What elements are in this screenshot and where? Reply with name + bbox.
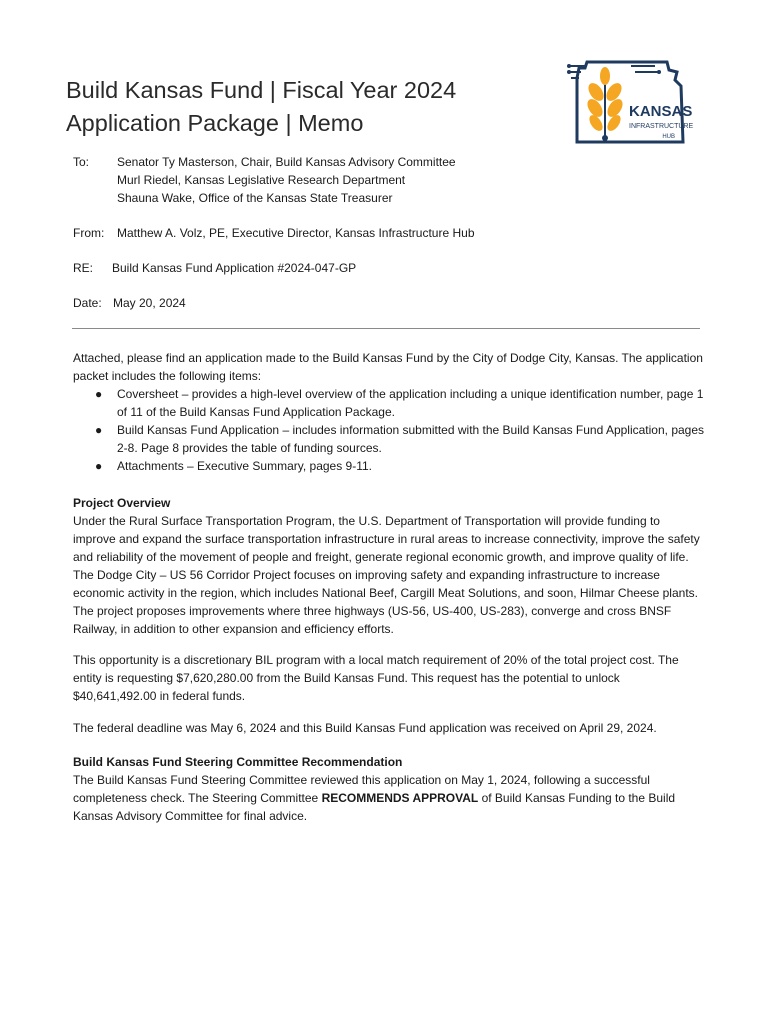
recommendation-text-before: The Build Kansas Fund Steering Committee reviewed this application on May 1, 2024, following a successful completeness check. The Steering Committee (73, 773, 650, 805)
bullet-text-2: Build Kansas Fund Application – includes information submitted with the Build Kansas Fund Application, pages 2-8. Page 8 provides the table of funding sources. (117, 423, 705, 455)
re-label: RE: (73, 261, 94, 275)
bullet-icon: ● (95, 423, 103, 437)
recommendation-heading: Build Kansas Fund Steering Committee Recommendation (73, 755, 403, 769)
to-label: To: (73, 155, 90, 169)
date-label: Date: (73, 296, 102, 310)
recommendation-paragraph (73, 771, 705, 825)
recommendation-text-after: of Build Kansas Funding to the Build Kansas Advisory Committee for final advice. (73, 791, 676, 823)
bullet-text-1: Coversheet – provides a high-level overview of the application including a unique identification number, page 1 of 11 of the Build Kansas Fund Application Package. (117, 387, 704, 419)
bullet-icon: ● (95, 387, 103, 401)
bullet-item (73, 421, 705, 457)
logo-text-main: KANSAS (629, 103, 693, 120)
intro-paragraph: Attached, please find an application made to the Build Kansas Fund by the City of Dodge City, Kansas. The application packet includes the following items: (73, 351, 703, 383)
project-overview-section (73, 494, 705, 638)
logo-text-hub: HUB (662, 134, 675, 140)
bullet-item (73, 385, 705, 421)
from-value: Matthew A. Volz, PE, Executive Director, Kansas Infrastructure Hub (117, 226, 475, 240)
kansas-infrastructure-hub-logo (565, 56, 705, 148)
header-divider (72, 328, 700, 329)
funding-text: This opportunity is a discretionary BIL program with a local match requirement of 20% of the total project cost. The entity is requesting $7,620,280.00 from the Build Kansas Fund. This request has the potential to unlock $40,641,492.00 in federal funds. (73, 653, 679, 703)
document-title (66, 74, 526, 140)
intro-section (73, 349, 705, 475)
wheat-icon (584, 67, 625, 141)
recommendation-section (73, 753, 705, 825)
date-value: May 20, 2024 (113, 296, 186, 310)
from-label: From: (73, 226, 105, 240)
to-recipient-1: Senator Ty Masterson, Chair, Build Kansas Advisory Committee (117, 155, 456, 169)
to-recipient-3: Shauna Wake, Office of the Kansas State Treasurer (117, 191, 393, 205)
bullet-icon: ● (95, 459, 103, 473)
project-overview-paragraph: Under the Rural Surface Transportation Program, the U.S. Department of Transportation will provide funding to improve and expand the surface transportation infrastructure in rural areas to increase connectivity, improve the safety and reliability of the movement of people and freight, generate regional economic growth, and improve quality of life. The Dodge City – US 56 Corridor Project focuses on improving safety and expanding infrastructure to increase economic activity in the region, which includes National Beef, Cargill Meat Solutions, and soon, Hilmar Cheese plants. The project proposes improvements where three highways (US-56, US-400, US-283), converge and cross BNSF Railway, in addition to other expansion and efficiency efforts. (73, 514, 700, 636)
funding-paragraph (73, 651, 705, 705)
logo-text-sub: INFRASTRUCTURE (629, 123, 694, 130)
recommendation-text-bold: RECOMMENDS APPROVAL (321, 791, 479, 805)
to-recipient-2: Murl Riedel, Kansas Legislative Research Department (117, 173, 406, 187)
bullet-item (73, 457, 705, 475)
bullet-text-3: Attachments – Executive Summary, pages 9-11. (117, 459, 373, 473)
project-overview-heading: Project Overview (73, 496, 171, 510)
deadline-text: The federal deadline was May 6, 2024 and this Build Kansas Fund application was received on April 29, 2024. (73, 721, 657, 735)
title-line-2: Application Package | Memo (66, 110, 364, 136)
title-line-1: Build Kansas Fund | Fiscal Year 2024 (66, 77, 457, 103)
re-value: Build Kansas Fund Application #2024-047-GP (112, 261, 357, 275)
deadline-paragraph (73, 719, 705, 737)
